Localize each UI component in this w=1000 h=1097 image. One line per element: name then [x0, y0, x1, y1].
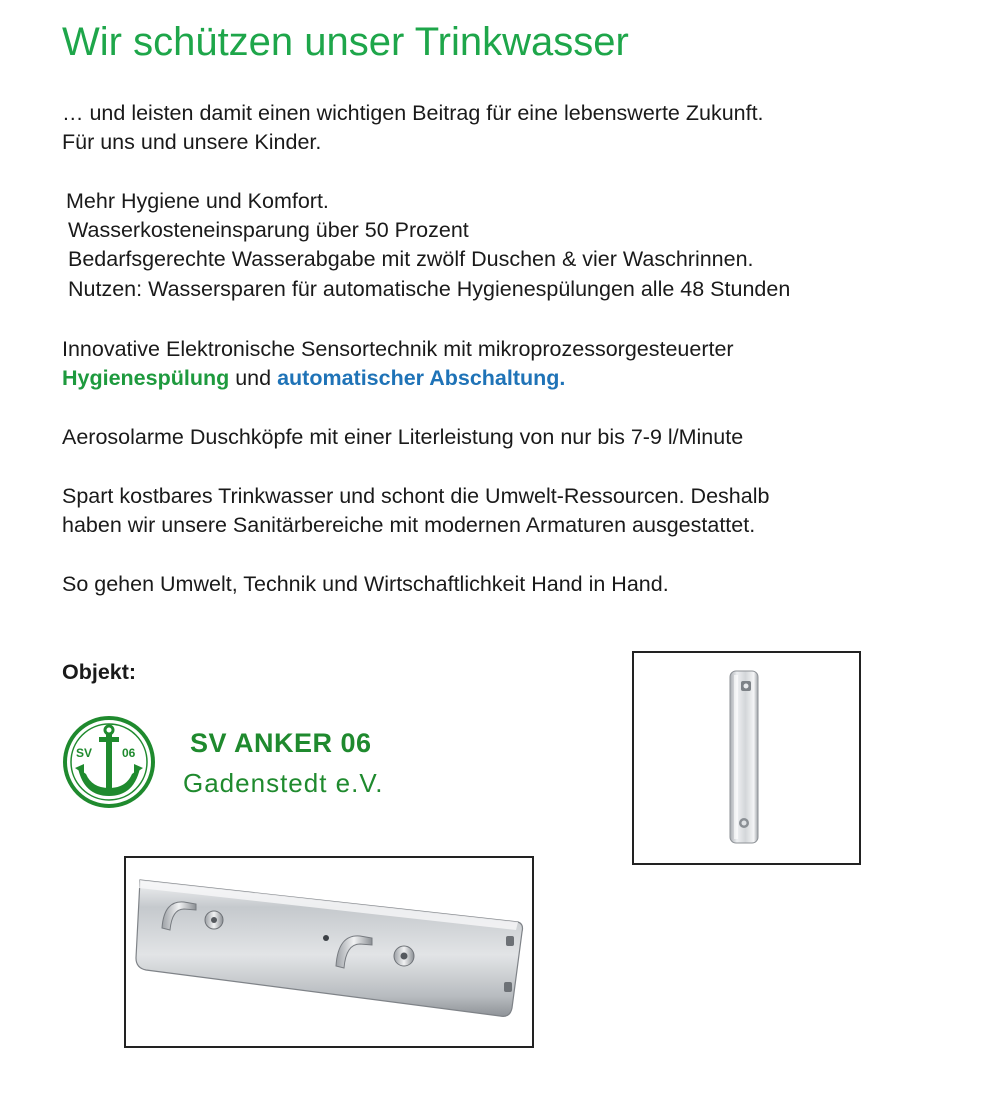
auto-shutoff-highlight: automatischer Abschaltung. [277, 366, 566, 390]
aerosol-text: Aerosolarme Duschköpfe mit einer Literleistung von nur bis 7-9 l/Minute [62, 425, 744, 449]
benefit-item: Wasserkosteneinsparung über 50 Prozent [68, 218, 469, 242]
wash-trough-image [124, 856, 534, 1048]
club-logo [62, 712, 157, 812]
logo-badge-right: 06 [122, 746, 136, 760]
benefit-item: Bedarfsgerechte Wasserabgabe mit zwölf Duschen & vier Waschrinnen. [68, 247, 754, 271]
benefit-item: Nutzen: Wassersparen für automatische Hygienespülungen alle 48 Stunden [68, 277, 791, 301]
intro-line-2: Für uns und unsere Kinder. [62, 130, 322, 154]
saving-line-2: haben wir unsere Sanitärbereiche mit modernen Armaturen ausgestattet. [62, 513, 756, 537]
benefit-item: Mehr Hygiene und Komfort. [66, 189, 329, 213]
sensor-line-1: Innovative Elektronische Sensortechnik mit mikroprozessorgesteuerter [62, 337, 734, 361]
closing-text: So gehen Umwelt, Technik und Wirtschaftlichkeit Hand in Hand. [62, 572, 669, 596]
connector-text: und [235, 366, 272, 390]
page-title: Wir schützen unser Trinkwasser [62, 20, 629, 64]
sensor-line-2 [62, 364, 565, 393]
wash-trough-picture [126, 858, 532, 1046]
anchor-logo-icon [62, 712, 157, 812]
logo-badge-left: SV [76, 746, 93, 760]
shower-panel-image [632, 651, 861, 865]
hygiene-flush-highlight: Hygienespülung [62, 366, 230, 390]
saving-line-1: Spart kostbares Trinkwasser und schont die Umwelt-Ressourcen. Deshalb [62, 484, 770, 508]
shower-panel-picture [634, 653, 859, 863]
intro-line-1: … und leisten damit einen wichtigen Beitrag für eine lebenswerte Zukunft. [62, 101, 764, 125]
club-place: Gadenstedt e.V. [183, 768, 384, 798]
club-name: SV ANKER 06 [190, 728, 372, 758]
object-label: Objekt: [62, 660, 137, 684]
